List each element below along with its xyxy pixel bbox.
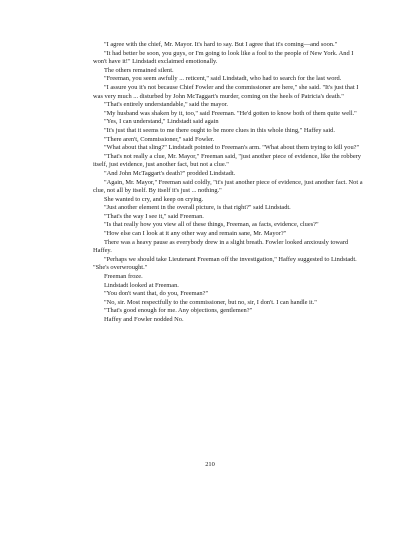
paragraph: "No, sir. Most respectfully to the commissioner, but no, sir, I don't. I can handle it." [104, 298, 317, 306]
paragraph: "It's just that it seems to me there ought to be more clues in this whole thing," Haffey said. [104, 126, 335, 134]
paragraph: Lindstadt looked at Freeman. [104, 281, 179, 289]
paragraph: "That's the way I see it," said Freeman. [104, 212, 204, 220]
paragraph: "What about that sling?" Lindstadt pointed to Freeman's arm. "What about them trying to kill you?" [104, 144, 360, 152]
paragraph: "That's entirely understandable," said the mayor. [104, 101, 229, 109]
paragraph: "There aren't, Commissioner," said Fowler. [104, 135, 215, 143]
paragraph: "Perhaps we should take Lieutenant Freeman off the investigation," Haffey suggested to Lindstadt. "She's overwrought." [93, 255, 357, 272]
paragraph: Haffey and Fowler nodded No. [104, 316, 184, 323]
paragraph: "It had better be soon, you guys, or I'm going to look like a fool to the people of New York. And I won't have it!" Lindstadt exclaimed emotionally. [93, 49, 354, 66]
paragraph: "And John McTaggart's death?" prodded Lindstadt. [104, 169, 236, 177]
paragraph: "Yes, I can understand," Lindstadt said again [104, 118, 219, 126]
paragraph: Freeman froze. [104, 273, 143, 281]
body-text [93, 41, 364, 325]
paragraph: "Again, Mr. Mayor," Freeman said coldly, "it's just another piece of evidence, just another fact. Not a clue, not all by itself. By itself it's just ... nothing." [93, 178, 363, 195]
paragraph: "Just another element in the overall picture, is that right?" said Lindstadt. [104, 204, 291, 212]
paragraph: "Freeman, you seem awfully ... reticent," said Lindstadt, who had to search for the last word. [104, 75, 342, 83]
paragraph: The others remained silent. [104, 66, 174, 74]
paragraph: "Is that really how you view all of these things, Freeman, as facts, evidence, clues?" [104, 221, 319, 229]
paragraph: "You don't want that, do you, Freeman?" [104, 290, 209, 298]
paragraph: There was a heavy pause as everybody drew in a slight breath. Fowler looked anxiously toward Haffey. [93, 238, 349, 255]
paragraph: "That's not really a clue, Mr. Mayor," Freeman said, "just another piece of evidence, like the robbery itself, just evidence, just another fact, but not a clue." [93, 152, 361, 169]
paragraph: "I assure you it's not because Chief Fowler and the commissioner are here," she said. "It's just that I was very much ... disturbed by John McTaggart's murder, coming on the heels of Patricia's death." [93, 83, 359, 100]
paragraph: "That's good enough for me. Any objections, gentlemen?" [104, 307, 253, 315]
paragraph: "My husband was shaken by it, too," said Freeman. "He'd gotten to know both of them quite well." [104, 109, 357, 117]
paragraph: "How else can I look at it any other way and remain sane, Mr. Mayor?" [104, 230, 287, 238]
page-number: 210 [205, 461, 215, 468]
paragraph: "I agree with the chief, Mr. Mayor. It's hard to say. But I agree that it's coming—and soon." [104, 41, 338, 48]
paragraph: She wanted to cry, and keep on crying. [104, 195, 204, 203]
